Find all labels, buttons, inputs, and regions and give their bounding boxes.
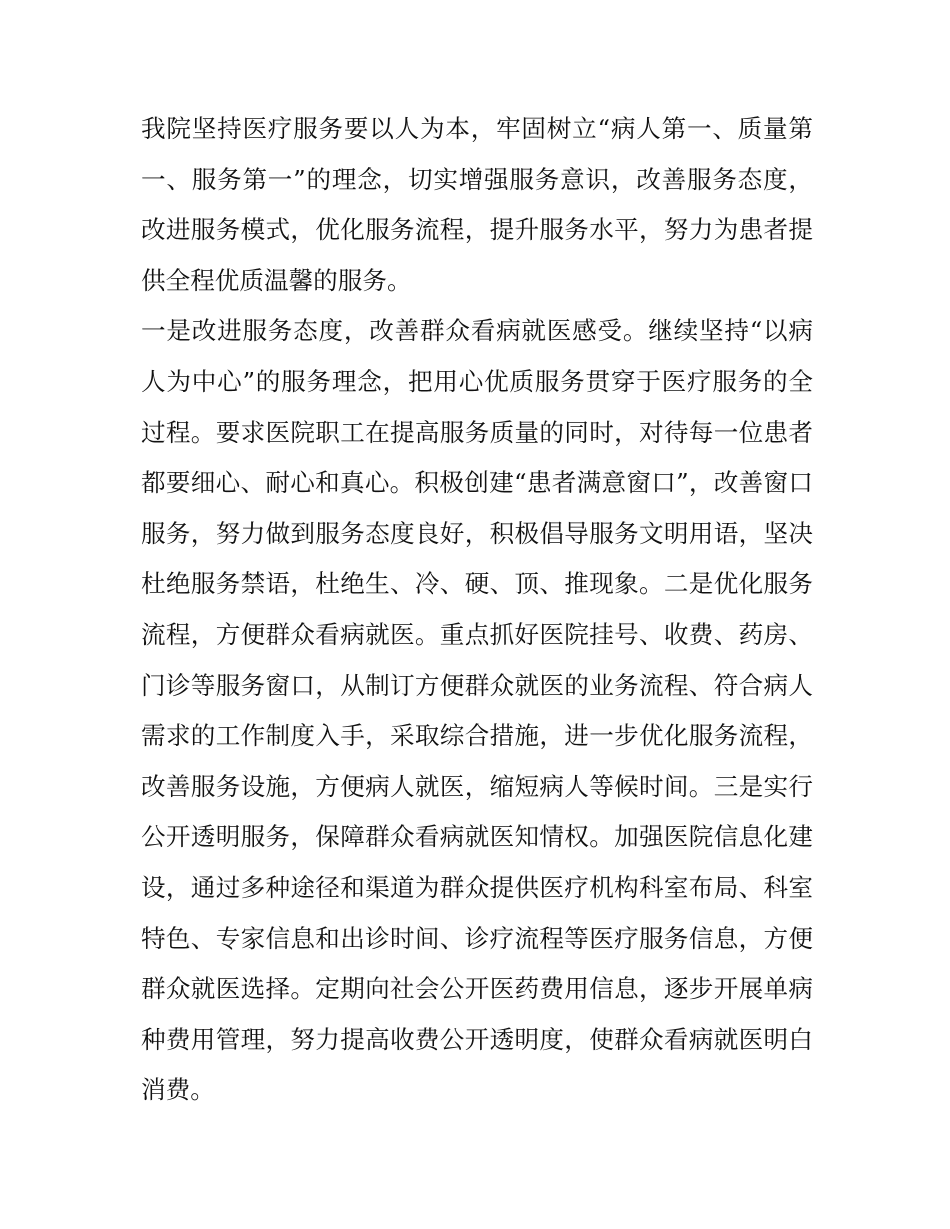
text-line: 需求的工作制度入手，采取综合措施，进一步优化服务流程， [141,721,813,751]
text-line: 群众就医选择。定期向社会公开医药费用信息，逐步开展单病 [141,974,813,1004]
text-line: 服务，努力做到服务态度良好，积极倡导服务文明用语，坚决 [141,518,813,548]
text-line: 门诊等服务窗口，从制订方便群众就医的业务流程、符合病人 [141,670,813,700]
text-line: 改进服务模式，优化服务流程，提升服务水平，努力为患者提 [141,215,813,245]
text-line: 改善服务设施，方便病人就医，缩短病人等候时间。三是实行 [141,771,813,801]
text-line: 消费。 [141,1075,215,1105]
text-line: 种费用管理，努力提高收费公开透明度，使群众看病就医明白 [141,1024,813,1054]
text-line: 过程。要求医院职工在提高服务质量的同时，对待每一位患者 [141,417,813,447]
text-line: 我院坚持医疗服务要以人为本，牢固树立“病人第一、质量第 [141,114,813,143]
text-line: 都要细心、耐心和真心。积极创建“患者满意窗口”，改善窗口 [141,468,813,498]
text-line: 人为中心”的服务理念，把用心优质服务贯穿于医疗服务的全 [141,366,813,396]
text-line: 一是改进服务态度，改善群众看病就医感受。继续坚持“以病 [141,316,813,346]
text-line: 流程，方便群众看病就医。重点抓好医院挂号、收费、药房、 [141,619,813,649]
text-line: 公开透明服务，保障群众看病就医知情权。加强医院信息化建 [141,822,813,852]
text-line: 特色、专家信息和出诊时间、诊疗流程等医疗服务信息，方便 [141,923,813,953]
text-line: 一、服务第一”的理念，切实增强服务意识，改善服务态度， [141,164,813,194]
text-line: 杜绝服务禁语，杜绝生、冷、硬、顶、推现象。二是优化服务 [141,569,813,599]
text-line: 设，通过多种途径和渠道为群众提供医疗机构科室布局、科室 [141,872,813,902]
text-line: 供全程优质温馨的服务。 [141,265,412,295]
body-text [141,104,813,1116]
